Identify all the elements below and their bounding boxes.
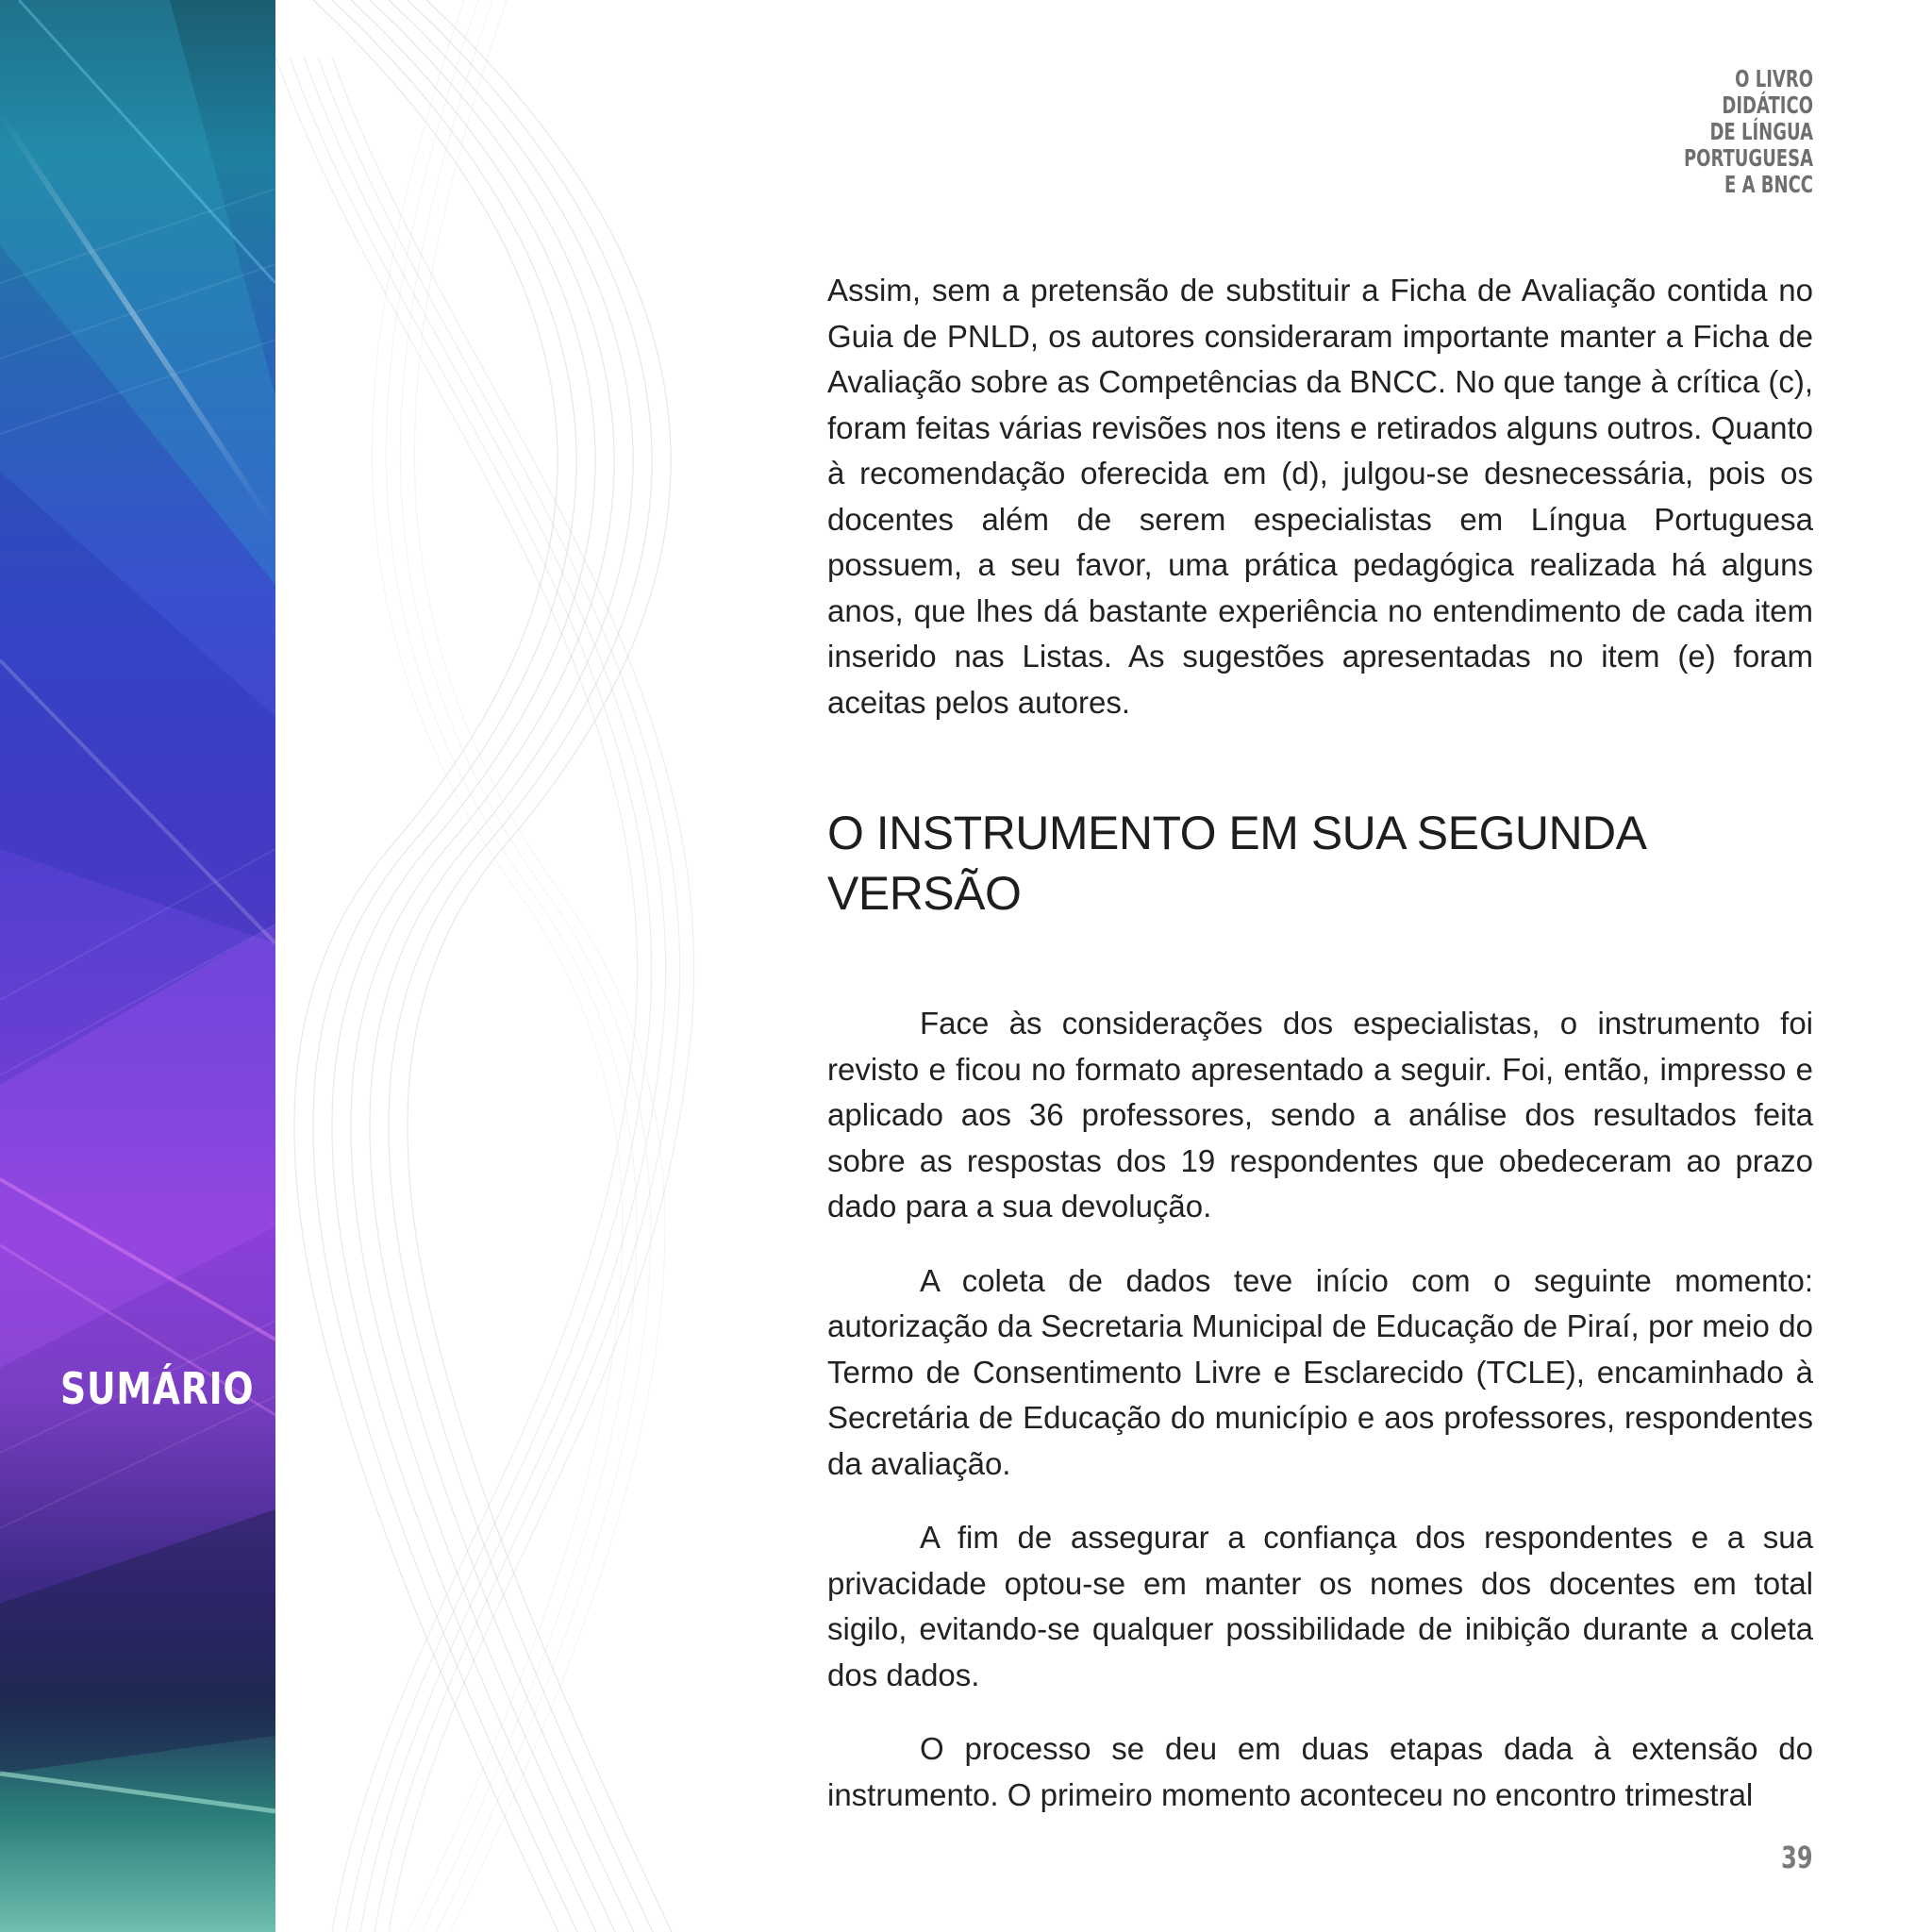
body-paragraph: O processo se deu em duas etapas dada à extensão do instrumento. O primeiro momento aconteceu no encontro trimestral bbox=[827, 1731, 1813, 1812]
book-title bbox=[1637, 66, 1813, 198]
summary-link[interactable]: SUMÁRIO bbox=[60, 1363, 255, 1414]
body-paragraph: Face às considerações dos especialistas, o instrumento foi revisto e ficou no formato apresentado a seguir. Foi, então, impresso e aplicado aos 36 professores, sendo a análise dos resultados feita sobre as respostas dos 19 respondentes que obedeceram ao prazo dado para a sua devolução. bbox=[827, 1006, 1813, 1224]
main-content bbox=[827, 268, 1813, 1818]
sidebar-decoration bbox=[0, 0, 275, 1932]
page-number: 39 bbox=[1781, 1840, 1813, 1875]
body-paragraph: A coleta de dados teve início com o seguinte momento: autorização da Secretaria Municipal de Educação de Piraí, por meio do Termo de Consentimento Livre e Esclarecido (TCLE), encaminhado à Secretária de Educação do município e aos professores, respondentes da avaliação. bbox=[827, 1262, 1813, 1481]
book-title-line: E A BNCC bbox=[1724, 171, 1813, 198]
book-title-line: O LIVRO bbox=[1735, 65, 1813, 92]
book-title-line: DE LÍNGUA bbox=[1709, 118, 1813, 145]
wave-decoration bbox=[275, 0, 766, 1932]
section-heading: O INSTRUMENTO EM SUA SEGUNDA VERSÃO bbox=[827, 807, 1644, 920]
book-title-line: PORTUGUESA bbox=[1683, 144, 1813, 172]
sidebar-pattern bbox=[0, 0, 275, 1932]
body-paragraph: A fim de assegurar a confiança dos respondentes e a sua privacidade optou-se em manter os nomes dos docentes em total sigilo, evitando-se qualquer possibilidade de inibição durante a coleta dos dados. bbox=[827, 1520, 1813, 1692]
book-title-line: DIDÁTICO bbox=[1722, 92, 1813, 119]
body-paragraph: Assim, sem a pretensão de substituir a Ficha de Avaliação contida no Guia de PNLD, os autores consideraram importante manter a Ficha de Avaliação sobre as Competências da BNCC. No que tange à crítica (c), foram feitas várias revisões nos itens e retirados alguns outros. Quanto à recomendação oferecida em (d), julgou-se desnecessária, pois os docentes além de serem especialistas em Língua Portuguesa possuem, a seu favor, uma prática pedagógica realizada há alguns anos, que lhes dá bastante experiência no entendimento de cada item inserido nas Listas. As sugestões apresentadas no item (e) foram aceitas pelos autores. bbox=[827, 273, 1813, 720]
